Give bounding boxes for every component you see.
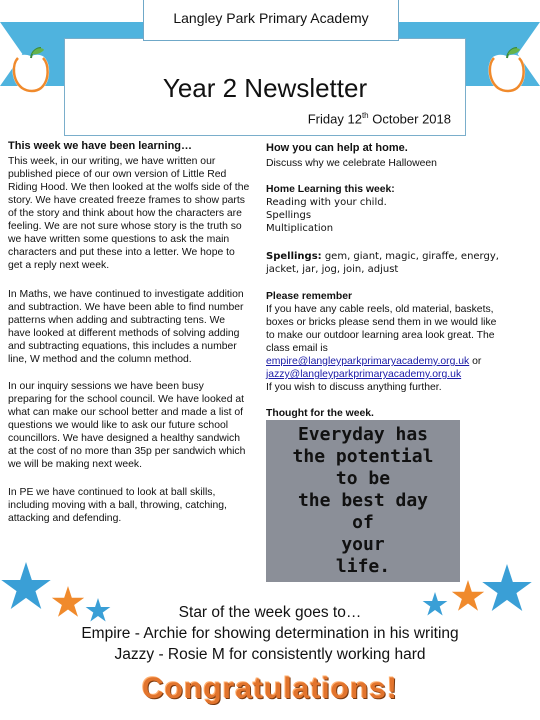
- thought-quote-image: [266, 420, 460, 582]
- remember-text: If you have any cable reels, old material, baskets, boxes or bricks please send them in we would like to make our outdoor learning area look great. The class email is empire@langleyparkprimaryacademy.org.uk or jazzy@langleyparkprimaryacademy.org.uk If you wish to discuss anything further.: [266, 304, 497, 393]
- home-learning-list: [266, 196, 387, 235]
- maths-paragraph: In Maths, we have continued to investigate addition and subtraction. We have been able to find number patterns when adding and subtracting tens. We have looked at different methods of solving adding and subtracting equations, this includes a number line, W method and the column method.: [8, 289, 244, 365]
- thought-quote: Everyday has the potential to be the best day of your life.: [292, 424, 434, 577]
- star-of-week-heading: Star of the week goes to…: [178, 604, 362, 621]
- email-link-jazzy[interactable]: jazzy@langleyparkprimaryacademy.org.uk: [266, 369, 462, 380]
- star-jazzy: Jazzy - Rosie M for consistently working hard: [114, 646, 426, 663]
- email-link-empire[interactable]: empire@langleyparkprimaryacademy.org.uk: [266, 356, 470, 367]
- congratulations-text: Congratulations!: [142, 672, 398, 705]
- spellings-words-line1: gem, giant, magic, giraffe, energy,: [321, 251, 499, 262]
- inquiry-paragraph: In our inquiry sessions we have been busy preparing for the school council. We have looked at what can make our school better and made a list of questions we would like to ask our future school councillors. We have designed a healthy sandwich at the cost of no more than 35p per sandwich which we will be making next week.: [8, 381, 246, 470]
- date-day: Friday 12: [307, 111, 362, 127]
- date-suffix-sup: th: [361, 111, 369, 120]
- home-learning-item: Spellings: [266, 210, 312, 221]
- spellings-label: Spellings:: [266, 251, 322, 262]
- home-learning-item: Multiplication: [266, 223, 334, 234]
- pe-paragraph: In PE we have continued to look at ball skills, including moving with a ball, throwing, catching, attacking and defending.: [8, 487, 227, 524]
- home-learning-item: Reading with your child.: [266, 197, 387, 208]
- school-logo-left-icon: [10, 44, 52, 94]
- date-month-year: October 2018: [368, 111, 451, 127]
- help-heading: How you can help at home.: [266, 142, 408, 154]
- newsletter-date: [308, 111, 451, 126]
- title-banner: [64, 38, 466, 136]
- spellings-block: [266, 250, 540, 276]
- school-name: Langley Park Primary Academy: [143, 0, 399, 41]
- star-empire: Empire - Archie for showing determination in his writing: [81, 625, 459, 642]
- learning-heading: This week we have been learning…: [8, 140, 193, 152]
- help-text: Discuss why we celebrate Halloween: [266, 158, 437, 169]
- thought-heading: Thought for the week.: [266, 408, 374, 419]
- school-logo-right-icon: [486, 44, 528, 94]
- spellings-words-line2: jacket, jar, jog, join, adjust: [266, 264, 399, 275]
- star-icon: [1, 562, 50, 609]
- home-learning-heading: Home Learning this week:: [266, 184, 395, 195]
- remember-heading: Please remember: [266, 291, 353, 302]
- writing-paragraph: This week, in our writing, we have written our published piece of our own version of Little Red Riding Hood. We then looked at the wolfs side of the story. We have created freeze frames to show parts of the story and think about how the characters are feeling. We are not sure whose story is the truth so we have written some questions to ask the main characters and put these into a letter. We hope to get a reply next week.: [8, 156, 250, 271]
- newsletter-title: Year 2 Newsletter: [162, 73, 368, 103]
- left-column: [8, 140, 264, 272]
